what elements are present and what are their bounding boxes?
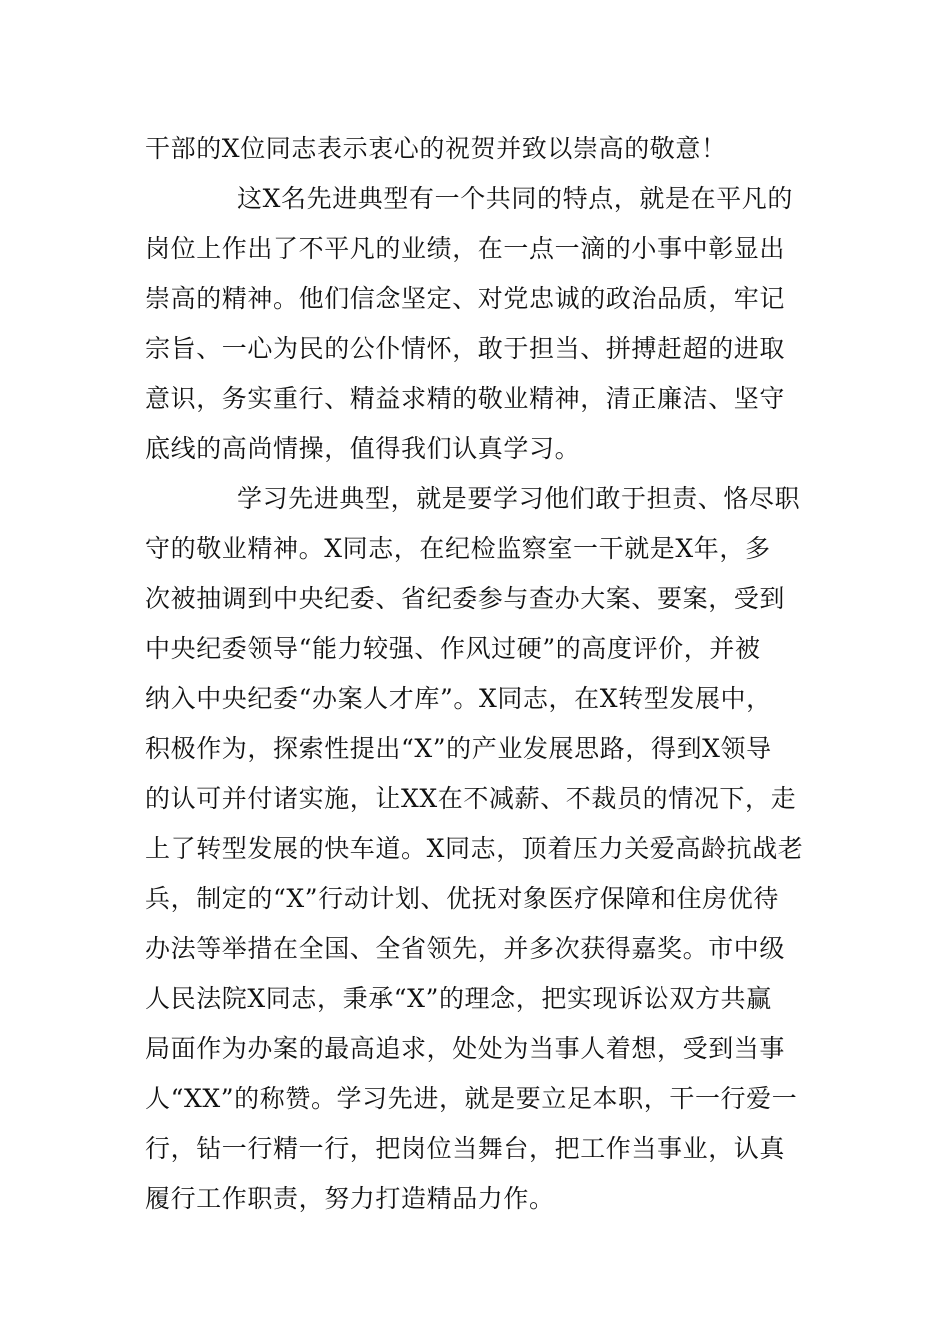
paragraph-line: 兵，制定的“X”行动计划、优抚对象医疗保障和住房优待: [145, 884, 779, 913]
paragraph-line: 局面作为办案的最高追求，处处为当事人着想，受到当事: [145, 1034, 786, 1063]
paragraph-line: 这X名先进典型有一个共同的特点，就是在平凡的: [237, 184, 793, 213]
paragraph-line: 宗旨、一心为民的公仆情怀，敢于担当、拼搏赶超的进取: [145, 334, 786, 363]
paragraph-line: 意识，务实重行、精益求精的敬业精神，清正廉洁、坚守: [145, 384, 786, 413]
paragraph-line: 学习先进典型，就是要学习他们敢于担责、恪尽职: [237, 484, 801, 513]
paragraph-line: 办法等举措在全国、全省领先，并多次获得嘉奖。市中级: [145, 934, 786, 963]
paragraph-line: 纳入中央纪委“办案人才库”。X同志，在X转型发展中，: [145, 684, 772, 713]
paragraph-line: 次被抽调到中央纪委、省纪委参与查办大案、要案，受到: [145, 584, 786, 613]
paragraph-line: 中央纪委领导“能力较强、作风过硬”的高度评价，并被: [145, 634, 761, 663]
paragraph-line: 守的敬业精神。X同志，在纪检监察室一干就是X年，多: [145, 534, 771, 563]
paragraph-line: 行，钻一行精一行，把岗位当舞台，把工作当事业，认真: [145, 1134, 786, 1163]
paragraph-line: 人民法院X同志，秉承“X”的理念，把实现诉讼双方共赢: [145, 984, 772, 1013]
paragraph-line: 履行工作职责，努力打造精品力作。: [145, 1184, 555, 1213]
paragraph-line: 上了转型发展的快车道。X同志，顶着压力关爱高龄抗战老: [145, 834, 804, 863]
paragraph-line: 底线的高尚情操，值得我们认真学习。: [145, 434, 581, 463]
paragraph-line: 崇高的精神。他们信念坚定、对党忠诚的政治品质，牢记: [145, 284, 786, 313]
paragraph-line: 人“XX”的称赞。学习先进，就是要立足本职，干一行爱一: [145, 1084, 798, 1113]
document-body: [145, 124, 825, 1224]
paragraph-line: 积极作为，探索性提出“X”的产业发展思路，得到X领导: [145, 734, 772, 763]
paragraph-line: 岗位上作出了不平凡的业绩，在一点一滴的小事中彰显出: [145, 234, 786, 263]
paragraph-line: 的认可并付诸实施，让XX在不减薪、不裁员的情况下，走: [145, 784, 797, 813]
paragraph-line: 干部的X位同志表示衷心的祝贺并致以崇高的敬意！: [145, 134, 727, 163]
